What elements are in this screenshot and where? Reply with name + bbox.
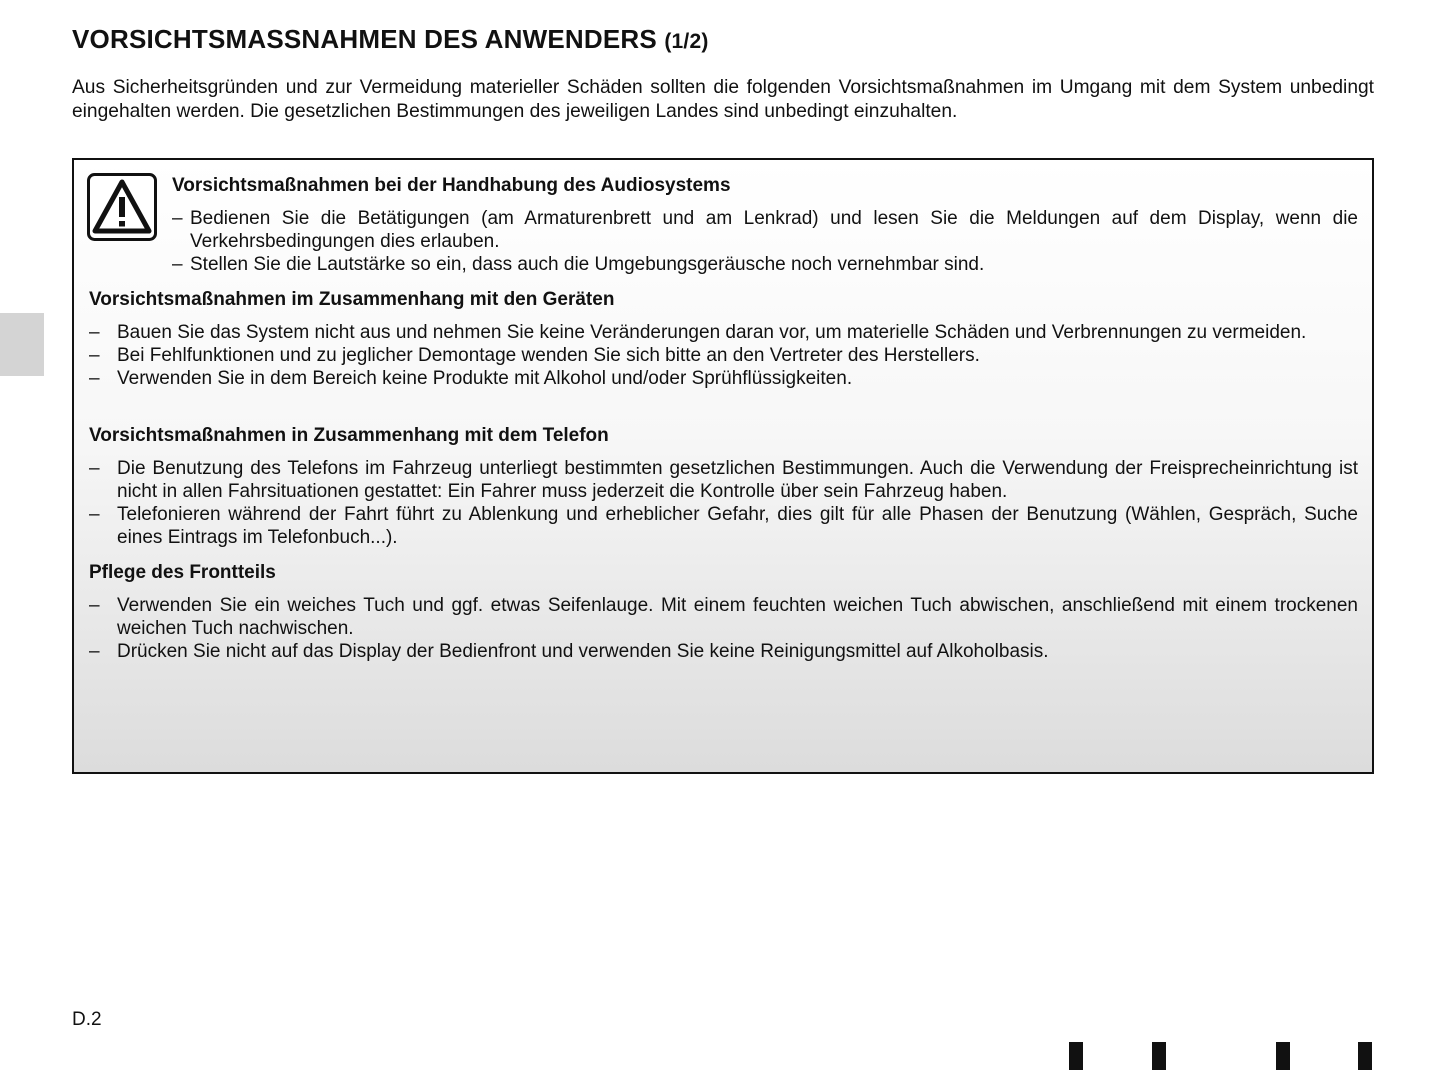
list-item: – Bedienen Sie die Betätigungen (am Armaturenbrett und am Lenkrad) und lesen Sie die Meldungen auf dem Display, wenn die Verkehrsbedingungen dies erlauben. [172, 208, 1358, 252]
list-item: – Die Benutzung des Telefons im Fahrzeug unterliegt bestimmten gesetzlichen Bestimmungen. Auch die Verwendung der Freisprecheinrichtung ist nicht in allen Fahrsituationen gestattet: Ein Fahrer muss jederzeit die Kontrolle über sein Fahrzeug haben. [89, 458, 1358, 502]
list-frontteil [89, 594, 1358, 663]
intro-paragraph: Aus Sicherheitsgründen und zur Vermeidung materieller Schäden sollten die folgenden Vorsichtsmaßnahmen im Umgang mit dem System unbedingt eingehalten werden. Die gesetzlichen Bestimmungen des jeweiligen Landes sind unbedingt einzuhalten. [72, 77, 1374, 122]
list-item: – Verwenden Sie ein weiches Tuch und ggf. etwas Seifenlauge. Mit einem feuchten weichen Tuch abwischen, anschließend mit einem trockenen weichen Tuch nachwischen. [89, 595, 1358, 639]
page-title [72, 24, 709, 55]
section-title-telefon: Vorsichtsmaßnahmen in Zusammenhang mit dem Telefon [89, 425, 609, 446]
list-item: – Drücken Sie nicht auf das Display der Bedienfront und verwenden Sie keine Reinigungsmittel auf Alkoholbasis. [89, 641, 1049, 662]
page-title-text: VORSICHTSMASSNAHMEN DES ANWENDERS [72, 24, 657, 54]
list-telefon [89, 457, 1358, 549]
crop-mark [1069, 1042, 1083, 1070]
page-number-suffix: (1/2) [664, 30, 709, 53]
list-item: – Verwenden Sie in dem Bereich keine Produkte mit Alkohol und/oder Sprühflüssigkeiten. [89, 368, 853, 389]
list-item: – Bauen Sie das System nicht aus und nehmen Sie keine Veränderungen daran vor, um materielle Schäden und Verbrennungen zu vermeiden. [89, 322, 1307, 343]
warning-triangle-icon [87, 173, 157, 241]
list-item: – Bei Fehlfunktionen und zu jeglicher Demontage wenden Sie sich bitte an den Vertreter des Herstellers. [89, 345, 980, 366]
page-code: D.2 [72, 1009, 102, 1030]
crop-mark [1152, 1042, 1166, 1070]
list-geraete [89, 321, 1358, 390]
section-title-geraete: Vorsichtsmaßnahmen im Zusammenhang mit den Geräten [89, 289, 615, 310]
section-title-audiosystem: Vorsichtsmaßnahmen bei der Handhabung des Audiosystems [172, 175, 731, 196]
crop-mark [1358, 1042, 1372, 1070]
section-title-frontteil: Pflege des Frontteils [89, 562, 276, 583]
warning-box [72, 158, 1374, 774]
list-item: – Telefonieren während der Fahrt führt zu Ablenkung und erheblicher Gefahr, dies gilt für alle Phasen der Benutzung (Wählen, Gespräch, Suche eines Eintrags im Telefonbuch...). [89, 504, 1358, 548]
crop-mark [1276, 1042, 1290, 1070]
list-audiosystem [172, 207, 1358, 276]
chapter-tab-marker [0, 313, 44, 376]
list-item: – Stellen Sie die Lautstärke so ein, dass auch die Umgebungsgeräusche noch vernehmbar sind. [172, 254, 985, 275]
